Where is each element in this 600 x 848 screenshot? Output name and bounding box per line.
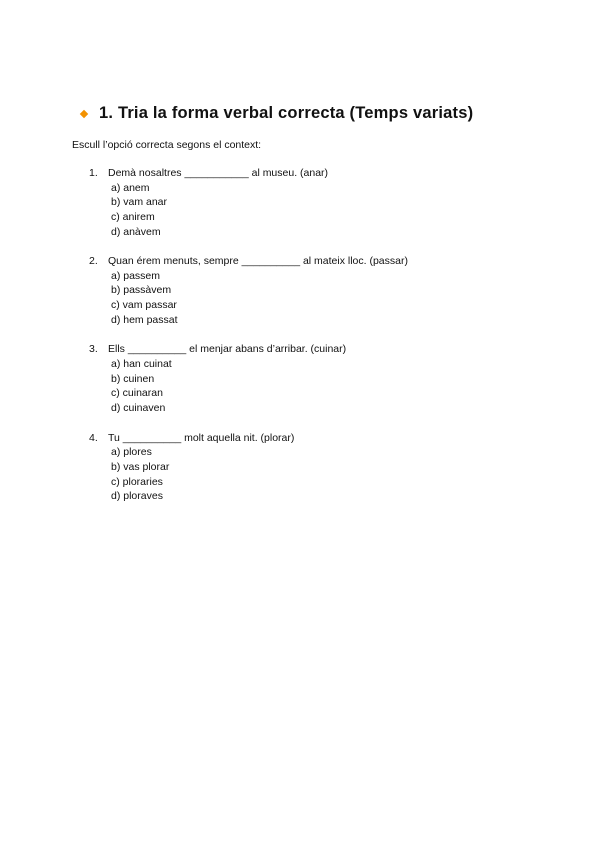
option-list	[89, 269, 408, 328]
option-item: c) anirem	[111, 211, 155, 224]
option-item: c) vam passar	[111, 299, 177, 312]
option-list	[89, 357, 408, 416]
option-item: d) anàvem	[111, 225, 161, 238]
question-item	[89, 342, 408, 416]
section-title: 1. Tria la forma verbal correcta (Temps variats)	[99, 104, 474, 122]
question-stem	[89, 166, 408, 181]
option-item: d) cuinaven	[111, 402, 166, 415]
option-item: d) hem passat	[111, 314, 178, 327]
question-item	[89, 166, 408, 240]
option-item: a) han cuinat	[111, 357, 172, 370]
option-item: b) vas plorar	[111, 460, 170, 473]
diamond-bullet-icon	[80, 109, 88, 117]
section-heading	[80, 104, 473, 123]
question-number: 4.	[89, 431, 98, 444]
question-item	[89, 431, 408, 505]
option-list	[89, 181, 408, 240]
option-item: a) plores	[111, 446, 152, 459]
question-stem	[89, 342, 408, 357]
question-number: 3.	[89, 343, 98, 356]
question-text: Tu __________ molt aquella nit. (plorar)	[108, 431, 295, 444]
option-item: d) ploraves	[111, 490, 163, 503]
question-text: Demà nosaltres ___________ al museu. (anar)	[108, 167, 329, 179]
option-item: a) passem	[111, 269, 161, 282]
option-item: c) ploraries	[111, 475, 163, 488]
option-item: b) vam anar	[111, 196, 168, 209]
instructions-text: Escull l’opció correcta segons el context:	[72, 139, 262, 151]
question-item	[89, 254, 408, 328]
question-stem	[89, 254, 408, 269]
option-item: c) cuinaran	[111, 387, 163, 400]
question-number: 1.	[89, 167, 98, 179]
question-stem	[89, 431, 408, 446]
option-list	[89, 445, 408, 504]
question-text: Quan érem menuts, sempre __________ al mateix lloc. (passar)	[108, 255, 408, 268]
question-list	[89, 166, 408, 519]
option-item: b) passàvem	[111, 284, 172, 297]
option-item: a) anem	[111, 181, 150, 194]
option-item: b) cuinen	[111, 372, 155, 385]
question-text: Ells __________ el menjar abans d’arribar. (cuinar)	[108, 343, 347, 356]
question-number: 2.	[89, 255, 98, 268]
